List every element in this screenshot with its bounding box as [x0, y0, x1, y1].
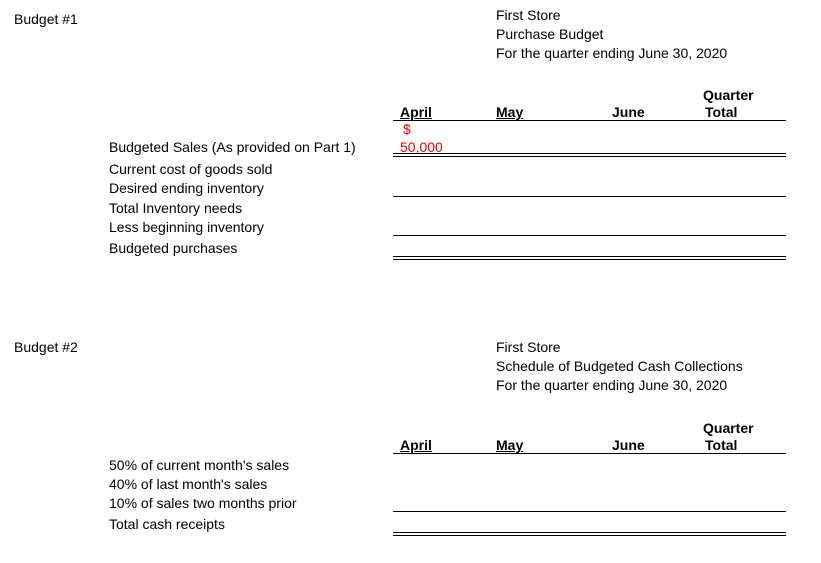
budget-period: For the quarter ending June 30, 2020 [496, 45, 728, 61]
company-name: First Store [496, 7, 561, 23]
row-label: Budgeted Sales (As provided on Part 1) [109, 139, 356, 155]
row-label: Desired ending inventory [109, 180, 264, 196]
header-rule [393, 453, 786, 454]
subtotal-rule [393, 235, 786, 236]
column-header-april: April [400, 437, 432, 453]
subtotal-rule [393, 511, 786, 512]
column-header-april: April [400, 104, 432, 120]
column-header-quarter: Quarter [703, 87, 754, 103]
double-rule [393, 153, 786, 157]
column-header-total: Total [705, 437, 738, 453]
schedule-title: Schedule of Budgeted Cash Collections [496, 358, 743, 374]
column-header-may: May [496, 437, 524, 453]
column-header-total: Total [705, 104, 738, 120]
row-label: Less beginning inventory [109, 219, 264, 235]
row-label: Current cost of goods sold [109, 161, 273, 177]
row-label: 50% of current month's sales [109, 457, 290, 473]
total-double-rule [393, 256, 786, 260]
header-rule [393, 120, 786, 121]
column-header-june: June [612, 104, 645, 120]
column-header-june: June [612, 437, 645, 453]
row-label: 10% of sales two months prior [109, 495, 297, 511]
budget-1-label: Budget #1 [14, 11, 78, 27]
row-label: 40% of last month's sales [109, 476, 268, 492]
subtotal-rule [393, 196, 786, 197]
budget-2-label: Budget #2 [14, 339, 78, 355]
row-label: Budgeted purchases [109, 240, 238, 256]
budget-title: Purchase Budget [496, 26, 604, 42]
column-header-quarter: Quarter [703, 420, 754, 436]
schedule-period: For the quarter ending June 30, 2020 [496, 377, 728, 393]
row-label: Total cash receipts [109, 516, 225, 532]
column-header-may: May [496, 104, 524, 120]
total-double-rule [393, 532, 786, 536]
currency-symbol: $ [403, 121, 411, 137]
april-sales-value: 50,000 [400, 139, 443, 155]
row-label: Total Inventory needs [109, 200, 243, 216]
company-name: First Store [496, 339, 561, 355]
